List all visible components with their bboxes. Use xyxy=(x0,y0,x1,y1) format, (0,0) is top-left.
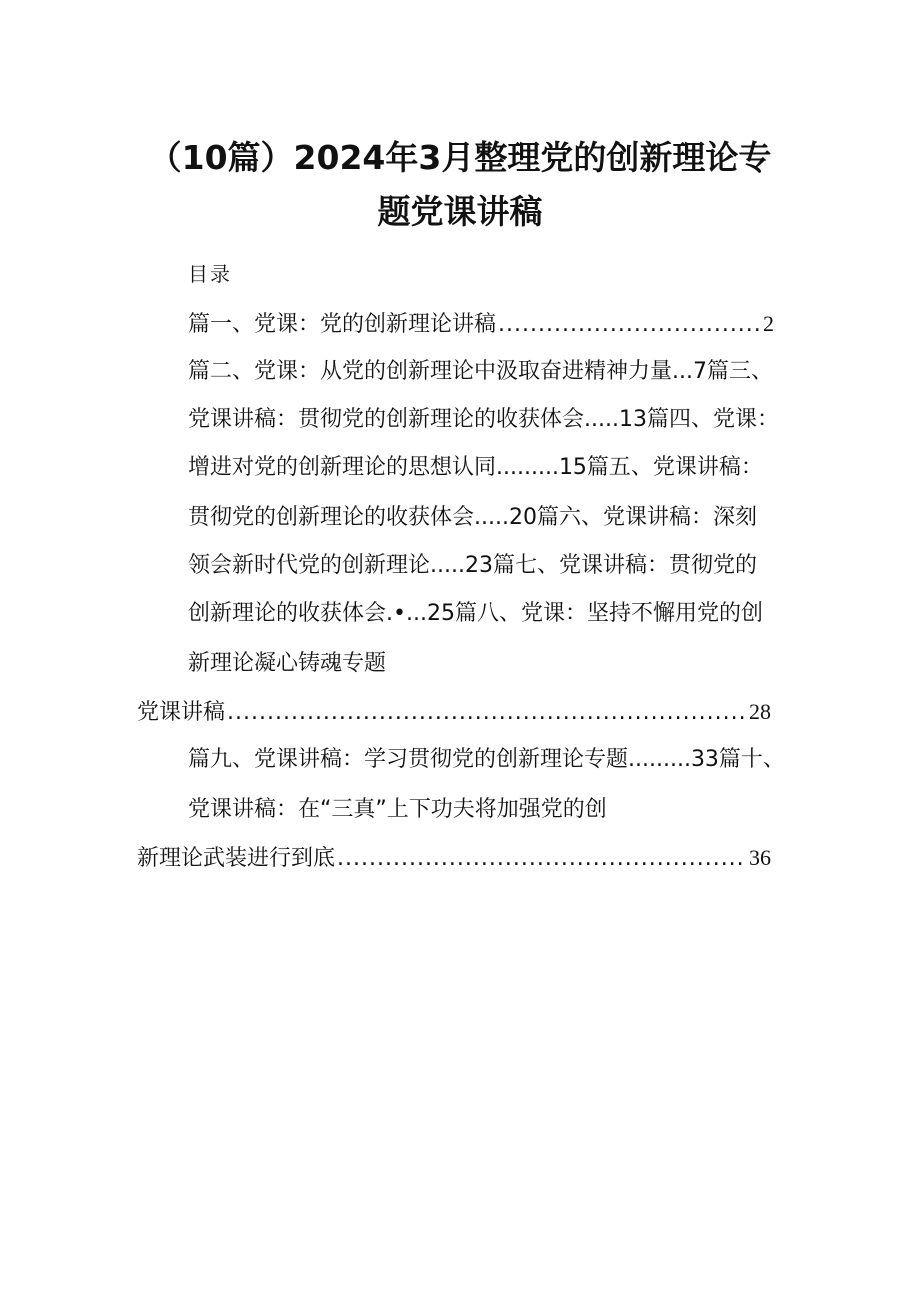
toc-line-10[interactable]: 篇九、党课讲稿：学习贯彻党的创新理论专题.........33篇十、 xyxy=(188,747,785,772)
toc-leader-dots xyxy=(227,698,747,728)
toc-line-12-text: 新理论武装进行到底 xyxy=(137,846,336,871)
toc-entry-8-cont[interactable] xyxy=(137,697,771,728)
document-title-line-2: 题党课讲稿 xyxy=(377,192,543,231)
toc-line-4[interactable]: 增进对党的创新理论的思想认同.........15篇五、党课讲稿： xyxy=(188,455,763,480)
toc-entry-10-cont[interactable] xyxy=(137,843,771,874)
toc-line-11[interactable]: 党课讲稿：在“三真”上下功夫将加强党的创 xyxy=(188,797,607,822)
toc-heading: 目录 xyxy=(188,262,232,286)
toc-line-6[interactable]: 领会新时代党的创新理论.....23篇七、党课讲稿：贯彻党的 xyxy=(188,553,757,578)
toc-line-5[interactable]: 贯彻党的创新理论的收获体会.....20篇六、党课讲稿：深刻 xyxy=(188,505,757,530)
toc-line-3[interactable]: 党课讲稿：贯彻党的创新理论的收获体会.....13篇四、党课： xyxy=(188,407,779,432)
toc-entry-1-text: 篇一、党课：党的创新理论讲稿 xyxy=(188,312,497,337)
document-title-line-1: （10篇）2024年3月整理党的创新理论专 xyxy=(148,138,772,177)
toc-leader-dots xyxy=(337,844,747,874)
toc-line-2[interactable]: 篇二、党课：从党的创新理论中汲取奋进精神力量...7篇三、 xyxy=(188,359,773,384)
toc-line-9-text: 党课讲稿 xyxy=(137,700,226,725)
toc-line-9-page: 28 xyxy=(749,699,771,724)
toc-leader-dots xyxy=(498,310,761,340)
toc-line-8[interactable]: 新理论凝心铸魂专题 xyxy=(188,651,387,676)
toc-line-7[interactable]: 创新理论的收获体会.•...25篇八、党课：坚持不懈用党的创 xyxy=(188,601,763,626)
toc-line-12-page: 36 xyxy=(749,845,771,870)
toc-entry-1-page: 2 xyxy=(763,311,774,336)
toc-entry-1[interactable] xyxy=(188,309,774,340)
